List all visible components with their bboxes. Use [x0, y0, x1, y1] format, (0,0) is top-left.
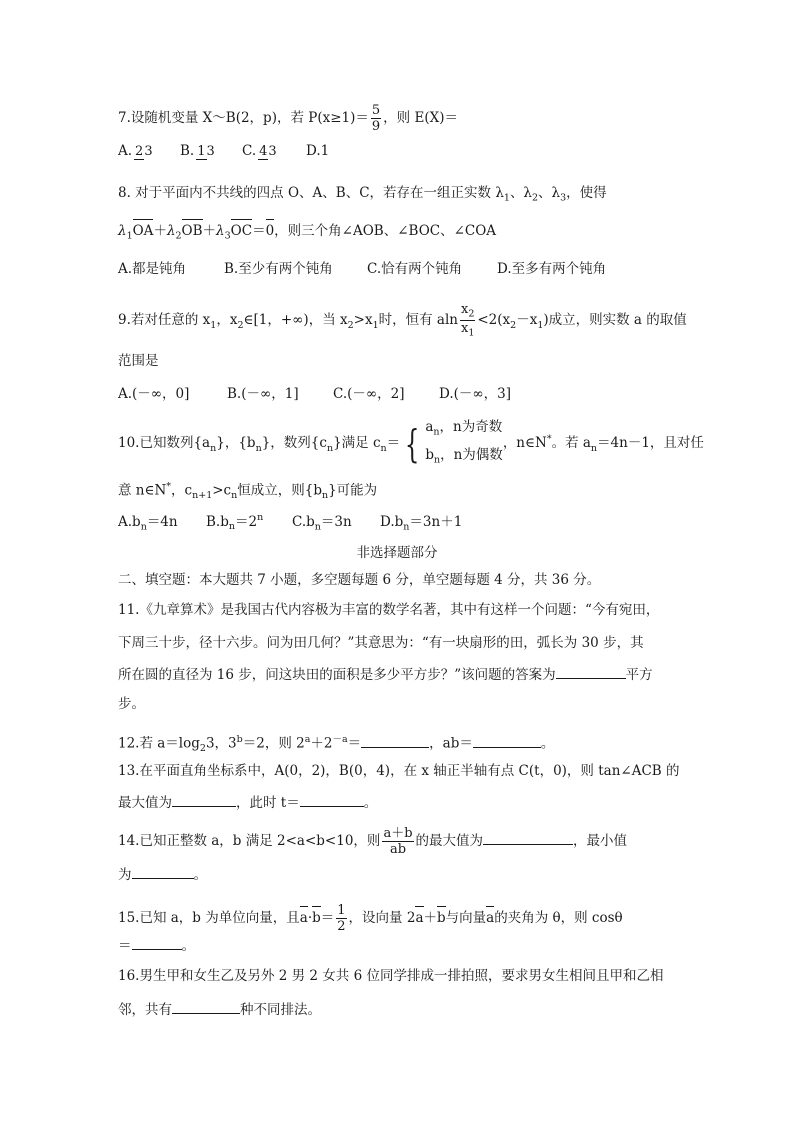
- q10-stem: 10.已知数列$\{a_n\}$，$\{b_n\}$，数列$\{c_n\}$满足 $c_n=$ { $a_n$，n为奇数 $b_n$，n为偶数 ，n∈N*。若 $a_n=4n-1$，且对任: [118, 416, 704, 471]
- q12-blank-2[interactable]: [473, 733, 541, 748]
- q11-line3: 所在圆的直径为 16 步，问这块田的面积是多少平方步？”该问题的答案为 平方: [118, 664, 653, 684]
- q8-vector-equation: $\lambda_1OA+\lambda_2OB+\lambda_3OC=0$，则三个角∠AOB、∠BOC、∠COA: [118, 223, 497, 242]
- q16-line2: 邻，共有 种不同排法。: [118, 999, 321, 1019]
- q13-line2: 最大值为 ，此时 t＝ 。: [118, 792, 377, 812]
- q12-stem: 12.若 $a=\log_23$，$3^b=2$，则 $2^a+2^{-a}=$ ，ab＝ 。: [118, 734, 555, 755]
- q10-piecewise: { $a_n$，n为奇数 $b_n$，n为偶数: [404, 419, 503, 466]
- q13-blank-2[interactable]: [300, 792, 364, 807]
- q10-option-c: $C.b_n=3n$: [292, 513, 352, 533]
- q14-stem: 14.已知正整数 a，b 满足 2<a<b<10，则 $\frac{a+b}{ab}$ 的最大值为 ，最小值: [118, 826, 628, 857]
- q13-blank-1[interactable]: [172, 792, 236, 807]
- q9-option-b: B.(－∞，1]: [227, 386, 299, 402]
- q7-option-d: D.1: [306, 143, 330, 159]
- q14-fraction: $\frac{a+b}{ab}$: [383, 826, 413, 857]
- q7-option-c: C. 43: [242, 143, 277, 159]
- q10-options: [118, 509, 462, 536]
- q13-line1: 13.在平面直角坐标系中，A(0，2)，B(0，4)，在 x 轴正半轴有点 C(t，0)，则 tan∠ACB 的: [118, 763, 680, 779]
- q15-fraction: $\frac{1}{2}$: [337, 903, 346, 934]
- q9-option-a: A.(－∞，0]: [118, 386, 190, 402]
- q7-stem: 7.设随机变量 X～B(2，p)，若 P(x≥1)＝ $\frac{5}{9}$ ，则 E(X)＝: [118, 103, 458, 134]
- q8-option-c: C.恰有两个钝角: [367, 261, 463, 277]
- q9-option-c: C.(－∞，2]: [333, 386, 405, 402]
- q7-option-a: A. 23: [118, 143, 153, 159]
- q10-option-b: $B.b_n=2^n$: [206, 512, 264, 533]
- section-intro: 二、填空题：本大题共 7 小题，多空题每题 6 分，单空题每题 4 分，共 36 分。: [118, 572, 601, 588]
- q11-line2: 下周三十步，径十六步。问为田几何？”其意思为：“有一块扇形的田，弧长为 30 步，其: [118, 635, 644, 651]
- q12-blank-1[interactable]: [361, 733, 429, 748]
- q8-option-d: D.至多有两个钝角: [497, 261, 607, 277]
- q11-line1: 11.《九章算术》是我国古代内容极为丰富的数学名著，其中有这样一个问题：“今有宛田，: [118, 602, 660, 618]
- q7-fraction: $\frac{5}{9}$: [371, 103, 381, 134]
- q7-options: [118, 142, 329, 160]
- section-title: 非选择题部分: [356, 545, 438, 561]
- q9-line2: 范围是: [118, 353, 159, 369]
- q10-option-a: $A.b_n=4n$: [118, 513, 178, 533]
- q10-option-d: $D.b_n=3n+1$: [380, 513, 463, 533]
- q11-line4: 步。: [118, 696, 145, 712]
- q7-option-b: B. 13: [180, 143, 215, 159]
- q16-line1: 16.男生甲和女生乙及另外 2 男 2 女共 6 位同学排成一排拍照，要求男女生相间且甲和乙相: [118, 968, 664, 984]
- q8-option-a: A.都是钝角: [118, 261, 187, 277]
- q14-line2: 为 。: [118, 864, 207, 884]
- q15-stem: 15.已知 a，b 为单位向量，且a·b＝ $\frac{1}{2}$ ，设向量 2a＋b与向量a的夹角为 θ，则 cosθ: [118, 903, 623, 934]
- q9-stem: 9.若对任意的 $x_1$，$x_2\in[1$，+∞)，当 $x_2>x_1$时，恒有 aln $\frac{x_2}{x_1}$ $<2(x_2-x_1)$成立，则实数 a 的取值: [118, 302, 687, 339]
- q8-options: [118, 260, 606, 278]
- q9-option-d: D.(－∞，3]: [439, 386, 512, 402]
- q8-option-b: B.至少有两个钝角: [224, 261, 333, 277]
- q8-line1: 8. 对于平面内不共线的四点 O、A、B、C，若存在一组正实数 $\lambda_1$、$\lambda_2$、$\lambda_3$，使得: [118, 185, 607, 204]
- q9-options: [118, 385, 511, 403]
- q14-blank-1[interactable]: [483, 830, 573, 845]
- q16-blank[interactable]: [172, 999, 240, 1014]
- q14-blank-2[interactable]: [132, 864, 194, 879]
- q15-blank[interactable]: [132, 935, 182, 950]
- q9-fraction: $\frac{x_2}{x_1}$: [460, 302, 475, 339]
- q11-answer-blank[interactable]: [556, 664, 626, 679]
- q10-line2: 意 n∈N*，$c_{n+1}>c_n$恒成立，则$\{b_n\}$可能为: [118, 481, 378, 502]
- q15-line2: ＝ 。: [118, 935, 195, 955]
